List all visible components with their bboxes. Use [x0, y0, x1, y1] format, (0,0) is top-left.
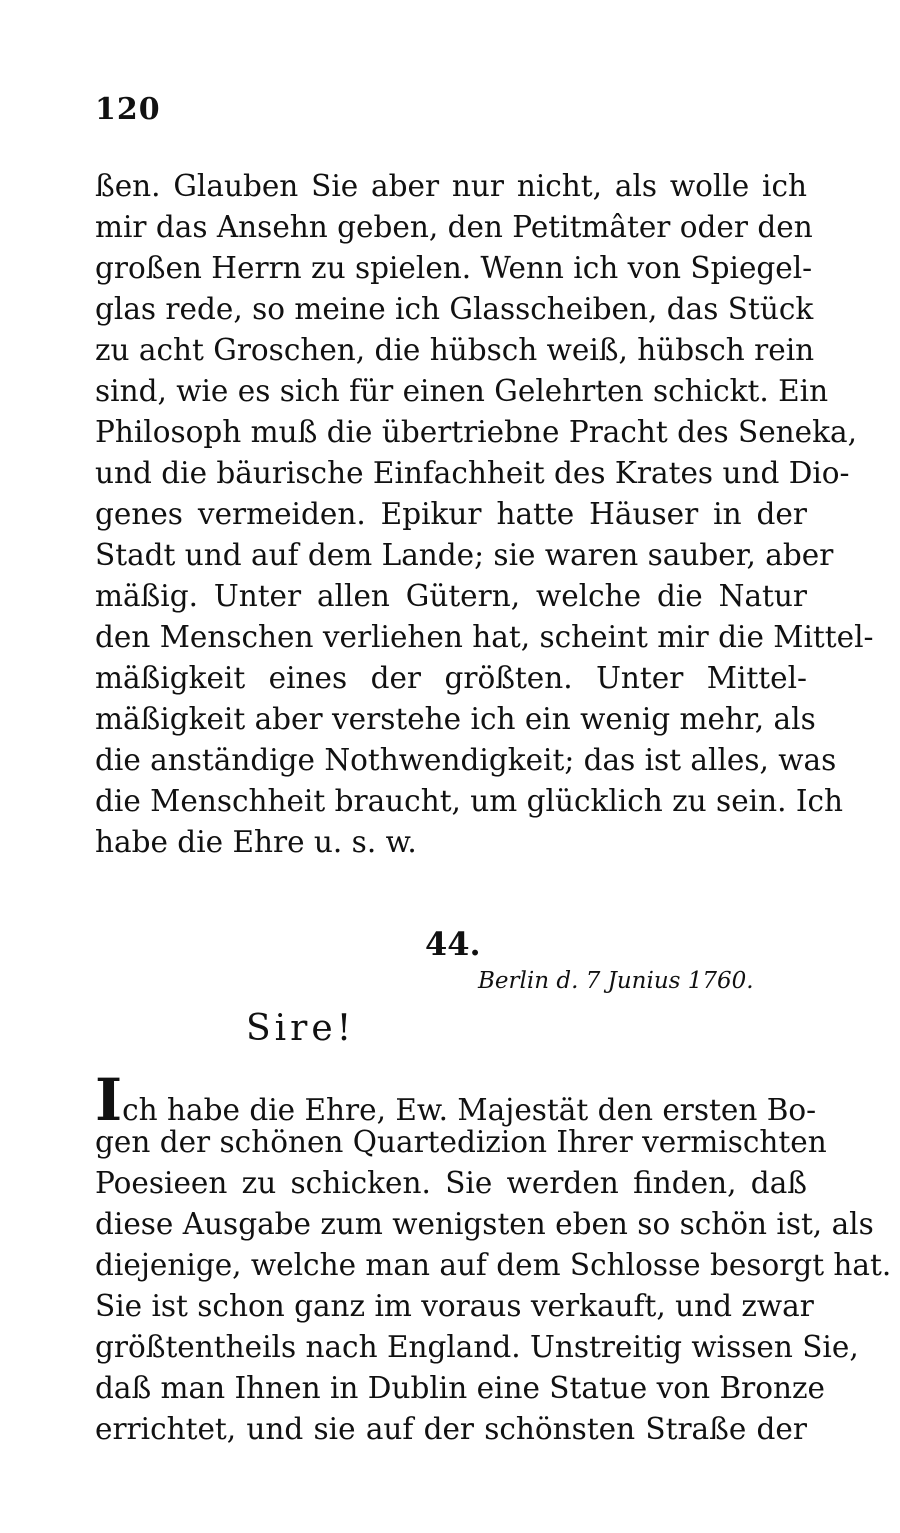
- text-line: mäßig. Unter allen Gütern, welche die Natur: [95, 579, 807, 613]
- text-line: Philosoph muß die übertriebne Pracht des Seneka,: [95, 415, 857, 449]
- text-line: genes vermeiden. Epikur hatte Häuser in der: [95, 497, 807, 531]
- text-line: mäßigkeit eines der größten. Unter Mittel-: [95, 661, 807, 695]
- text-line: diese Ausgabe zum wenigsten eben so schön ist, als: [95, 1207, 874, 1241]
- text-line: großen Herrn zu spielen. Wenn ich von Spiegel-: [95, 251, 813, 285]
- text-line: und die bäurische Einfachheit des Krates und Dio-: [95, 456, 850, 490]
- drop-cap: I: [95, 1066, 123, 1134]
- text-line: Stadt und auf dem Lande; sie waren sauber, aber: [95, 538, 834, 572]
- first-line-text: ch habe die Ehre, Ew. Majestät den ersten Bo-: [122, 1093, 817, 1127]
- text-line: die Menschheit braucht, um glücklich zu sein. Ich: [95, 784, 844, 818]
- text-line: sind, wie es sich für einen Gelehrten schickt. Ein: [95, 374, 829, 408]
- text-line: errichtet, und sie auf der schönsten Straße der: [95, 1412, 807, 1446]
- text-line: glas rede, so meine ich Glasscheiben, das Stück: [95, 292, 814, 326]
- text-line: habe die Ehre u. s. w.: [95, 825, 417, 859]
- text-line: den Menschen verliehen hat, scheint mir die Mittel-: [95, 620, 874, 654]
- text-line: gen der schönen Quartedizion Ihrer vermischten: [95, 1125, 827, 1159]
- text-line: mir das Ansehn geben, den Petitmâter oder den: [95, 210, 813, 244]
- text-line: Sie ist schon ganz im voraus verkauft, und zwar: [95, 1289, 814, 1323]
- text-line: zu acht Groschen, die hübsch weiß, hübsch rein: [95, 333, 815, 367]
- text-line: daß man Ihnen in Dublin eine Statue von Bronze: [95, 1371, 825, 1405]
- page-number: 120: [95, 92, 161, 127]
- text-line: Poesieen zu schicken. Sie werden finden, daß: [95, 1166, 807, 1200]
- letter-salutation: Sire!: [246, 1008, 356, 1049]
- text-line: die anständige Nothwendigkeit; das ist alles, was: [95, 743, 837, 777]
- letter-dateline: Berlin d. 7 Junius 1760.: [478, 968, 754, 994]
- text-line: mäßigkeit aber verstehe ich ein wenig mehr, als: [95, 702, 816, 736]
- text-line: größtentheils nach England. Unstreitig wissen Sie,: [95, 1330, 859, 1364]
- text-line: ßen. Glauben Sie aber nur nicht, als wolle ich: [95, 169, 807, 203]
- letter-number: 44.: [425, 925, 481, 963]
- text-line: diejenige, welche man auf dem Schlosse besorgt hat.: [95, 1248, 892, 1282]
